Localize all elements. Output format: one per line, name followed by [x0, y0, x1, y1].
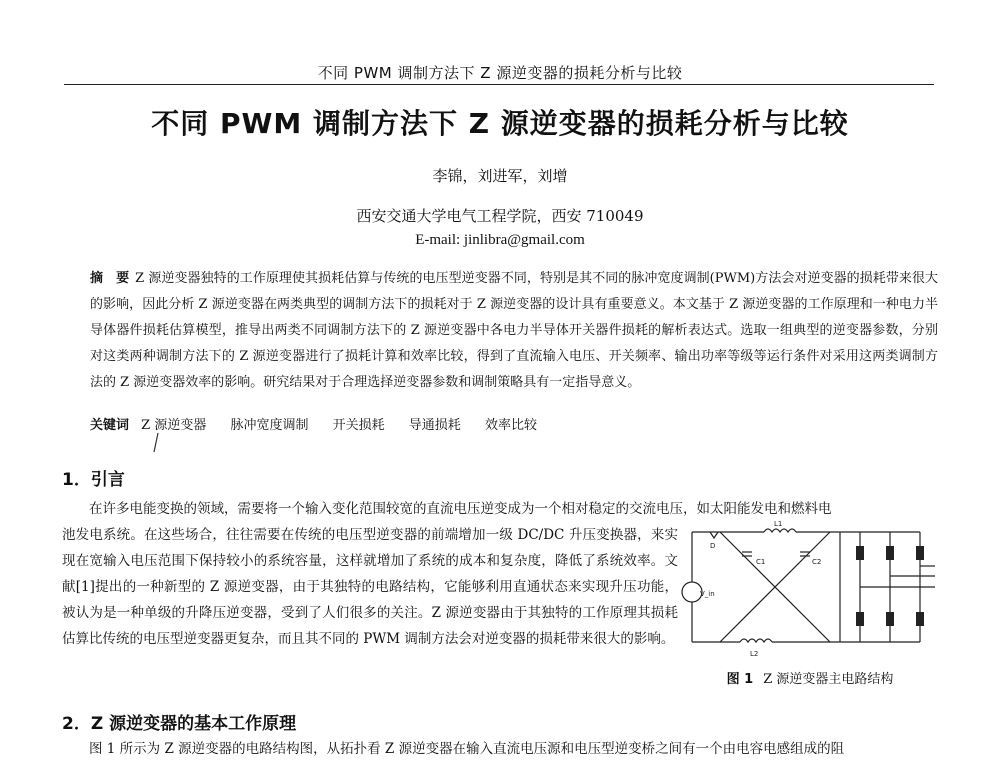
pen-mark	[152, 432, 160, 454]
figure-number: 图 1	[726, 672, 754, 687]
inductor-l2	[740, 639, 772, 642]
figure-caption-text: Z 源逆变器主电路结构	[763, 672, 894, 687]
switch-s4	[856, 612, 864, 626]
switch-s5	[916, 546, 924, 560]
keyword-item: 开关损耗	[332, 418, 385, 433]
figure-1-circuit	[680, 514, 940, 664]
label-l2: L2	[750, 650, 759, 658]
section-heading-intro: 1．引言	[62, 470, 125, 490]
paper-title: 不同 PWM 调制方法下 Z 源逆变器的损耗分析与比较	[151, 107, 849, 140]
label-l1: L1	[774, 520, 783, 528]
abstract-text: Z 源逆变器独特的工作原理使其损耗估算与传统的电压型逆变器不同，特别是其不同的脉冲宽度调制(PWM)方法会对逆变器的损耗带来很大的影响，因此分析 Z 源逆变器在两类典型的调制方法下的损耗对于 Z 源逆变器的设计具有重要意义。本文基于 Z 源逆变器的工作原理和一种电力半导体器件损耗估算模型，推导出两类不同调制方法下的 Z 源逆变器中各电力半导体开关器件损耗的解析表达式。选取一组典型的逆变器参数，分别对这类两种调制方法下的 Z 源逆变器进行了损耗计算和效率比较，得到了直流输入电压、开关频率、输出功率等级等运行条件对采用这两类调制方法的 Z 源逆变器效率的影响。研究结果对于合理选择逆变器参数和调制策略具有一定指导意义。	[90, 271, 938, 390]
inductor-l1	[764, 529, 796, 532]
keywords	[90, 414, 938, 433]
affiliation: 西安交通大学电气工程学院，西安 710049	[356, 207, 644, 225]
switch-s3	[886, 546, 894, 560]
switch-s6	[886, 612, 894, 626]
abstract	[90, 266, 938, 396]
abstract-label: 摘 要	[90, 271, 130, 286]
switch-s2	[916, 612, 924, 626]
label-c2: C2	[812, 558, 822, 566]
section-heading-principle: 2．Z 源逆变器的基本工作原理	[62, 714, 297, 734]
keywords-label: 关键词	[90, 418, 130, 433]
figure-1-caption	[680, 668, 940, 687]
keyword-item: 脉冲宽度调制	[230, 418, 309, 433]
dc-source-symbol	[682, 582, 702, 602]
principle-paragraph-first-line: 图 1 所示为 Z 源逆变器的电路结构图，从拓扑看 Z 源逆变器在输入直流电压源和电压型逆变桥之间有一个由电容电感组成的阻	[89, 741, 845, 757]
intro-paragraph-first-line: 在许多电能变换的领域，需要将一个输入变化范围较宽的直流电压逆变成为一个相对稳定的交流电压，如太阳能发电和燃料电	[89, 501, 832, 517]
keyword-item: 效率比较	[484, 418, 537, 433]
intro-paragraph-rest: 池发电系统。在这些场合，往往需要在传统的电压型逆变器的前端增加一级 DC/DC 升压变换器，来实现在宽输入电压范围下保持较小的系统容量，这样就增加了系统的成本和复杂度，降低了系统效率。文献[1]提出的一种新型的 Z 源逆变器，由于其独特的电路结构，它能够利用直通状态来实现升压功能，被认为是一种单级的升降压逆变器，受到了人们很多的关注。Z 源逆变器由于其独特的工作原理其损耗估算比传统的电压型逆变器更复杂，而且其不同的 PWM 调制方法会对逆变器的损耗带来很大的影响。	[62, 527, 678, 647]
keyword-item: 导通损耗	[408, 418, 461, 433]
authors: 李锦，刘进军，刘增	[432, 167, 568, 185]
email: E-mail: jinlibra@gmail.com	[415, 232, 585, 248]
label-d: D	[710, 542, 716, 550]
label-vin: V_in	[700, 590, 715, 598]
switch-s1	[856, 546, 864, 560]
diode-d	[710, 532, 718, 538]
running-head: 不同 PWM 调制方法下 Z 源逆变器的损耗分析与比较	[317, 64, 683, 82]
keyword-item: Z 源逆变器	[141, 418, 207, 433]
label-c1: C1	[756, 558, 766, 566]
header-rule	[64, 84, 934, 85]
